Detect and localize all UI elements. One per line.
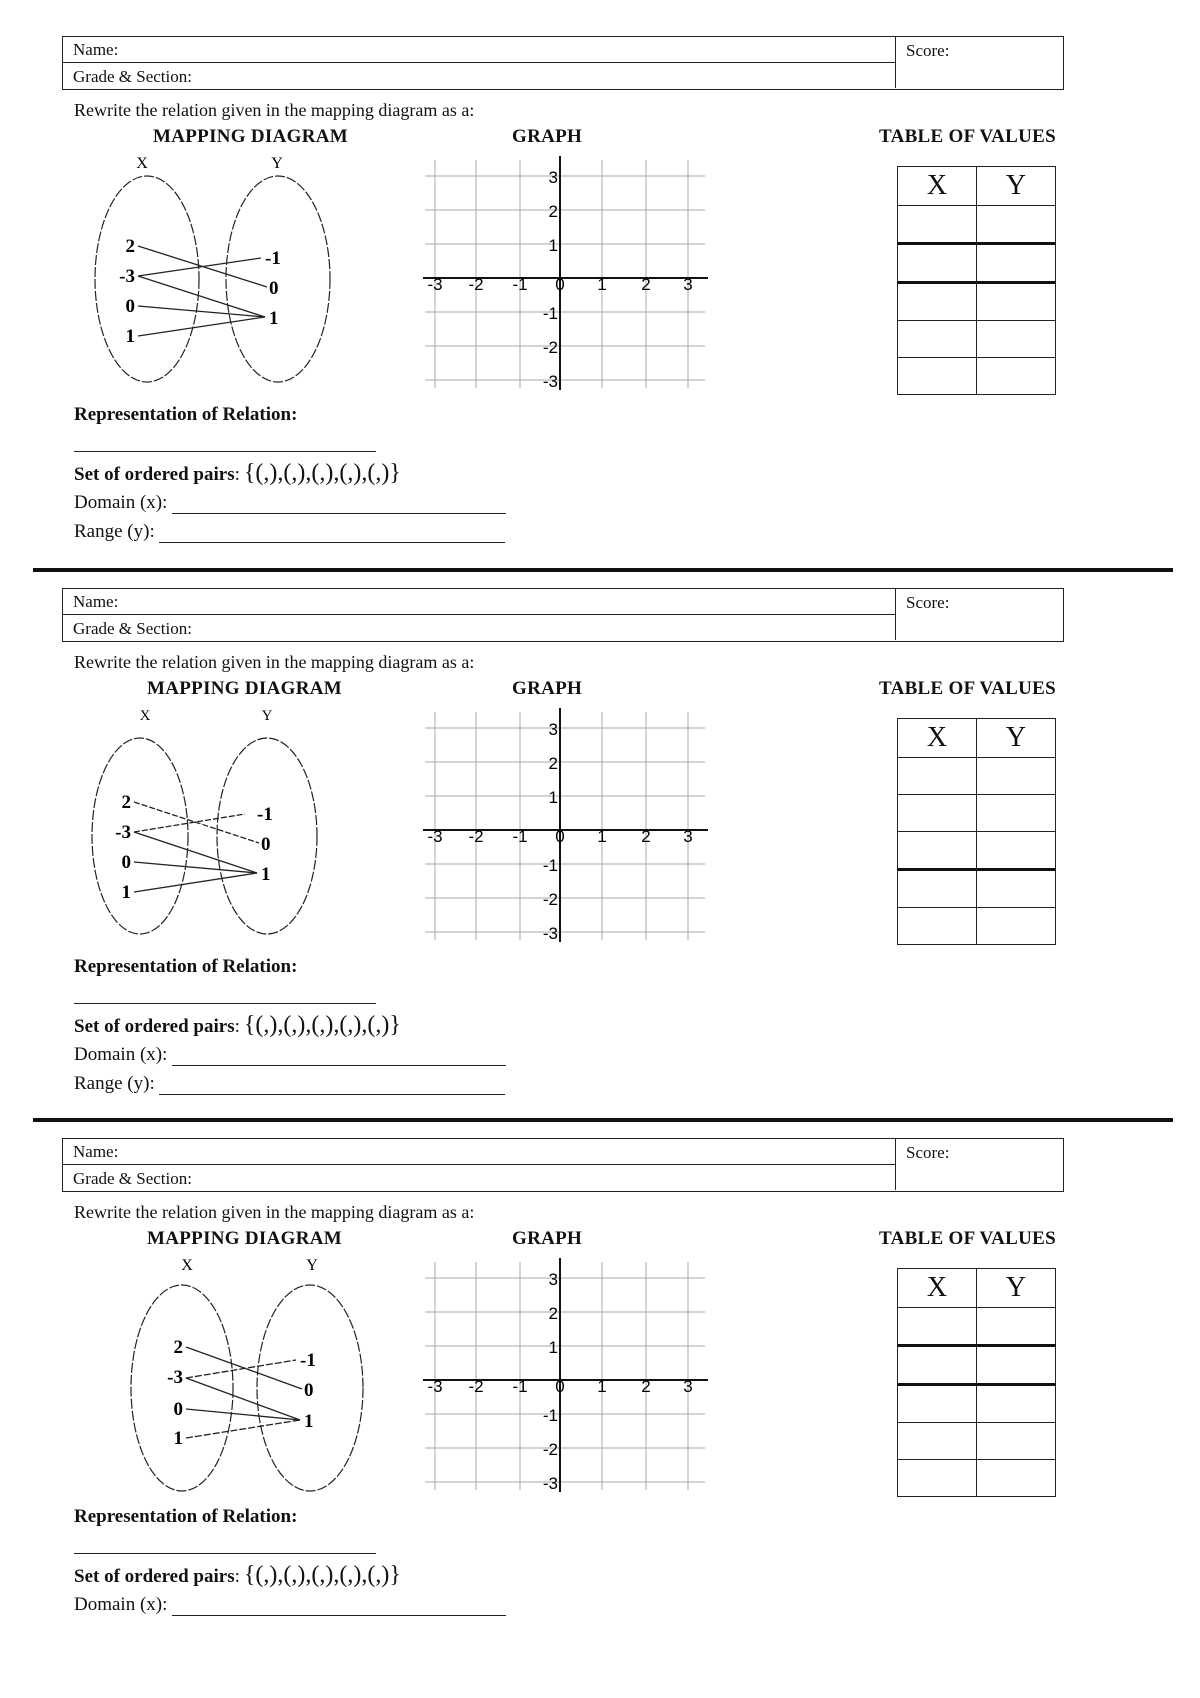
range-value: 1 xyxy=(269,308,279,329)
range-value: 0 xyxy=(261,834,271,855)
x-tick-label: -3 xyxy=(427,827,443,846)
score-field[interactable]: Score: xyxy=(895,1139,1063,1190)
table-of-values-title: TABLE OF VALUES xyxy=(879,678,1056,699)
x-tick-label: -2 xyxy=(468,275,484,294)
mapping-diagram xyxy=(120,1256,420,1496)
domain-value: -3 xyxy=(167,1367,183,1388)
y-tick-label: 1 xyxy=(548,236,558,255)
domain-value: 2 xyxy=(125,236,135,257)
domain-value: 1 xyxy=(173,1428,183,1449)
table-header-y: Y xyxy=(977,719,1056,758)
graph-title: GRAPH xyxy=(512,1228,583,1249)
domain-value: 1 xyxy=(125,326,135,347)
mapping-arrow xyxy=(134,873,257,892)
table-cell[interactable] xyxy=(977,1423,1056,1460)
range-row: Range (y): xyxy=(74,1073,505,1095)
range-value: 1 xyxy=(261,864,271,885)
mapping-y-label: Y xyxy=(306,1257,318,1274)
worksheet-section-3 xyxy=(0,1138,1200,1698)
range-value: -1 xyxy=(257,804,273,825)
ordered-pairs-row: Set of ordered pairs: {(,),(,),(,),(,),(,)} xyxy=(74,1562,401,1588)
table-of-values-title: TABLE OF VALUES xyxy=(879,1228,1056,1249)
domain-answer-line[interactable] xyxy=(172,1045,506,1066)
range-value: 0 xyxy=(304,1380,314,1401)
score-field[interactable]: Score: xyxy=(895,589,1063,640)
mapping-y-label: Y xyxy=(261,708,273,724)
domain-value: -3 xyxy=(119,266,135,287)
representation-label: Representation of Relation: xyxy=(74,956,298,977)
mapping-x-label: X xyxy=(139,708,151,724)
table-header-x: X xyxy=(898,1269,977,1308)
mapping-diagram xyxy=(85,154,345,394)
x-tick-label: 2 xyxy=(641,275,651,294)
x-tick-label: 3 xyxy=(683,827,693,846)
y-tick-label: 2 xyxy=(548,754,558,773)
x-tick-label: 1 xyxy=(597,827,607,846)
domain-value: 2 xyxy=(173,1337,183,1358)
table-cell[interactable] xyxy=(977,908,1056,945)
table-cell[interactable] xyxy=(898,1460,977,1497)
instruction-text: Rewrite the relation given in the mapping diagram as a: xyxy=(74,100,475,120)
table-cell[interactable] xyxy=(977,1385,1056,1423)
representation-answer-line[interactable] xyxy=(74,1553,376,1554)
table-of-values xyxy=(897,718,1056,945)
y-tick-label: 3 xyxy=(548,168,558,187)
table-cell[interactable] xyxy=(898,283,977,321)
table-cell[interactable] xyxy=(898,870,977,908)
table-cell[interactable] xyxy=(898,1423,977,1460)
table-of-values-title: TABLE OF VALUES xyxy=(879,126,1056,147)
table-cell[interactable] xyxy=(898,1346,977,1385)
domain-value: 0 xyxy=(121,852,131,873)
table-cell[interactable] xyxy=(977,244,1056,283)
student-info-box xyxy=(62,588,1064,642)
range-value: -1 xyxy=(265,248,281,269)
x-tick-label: 2 xyxy=(641,1377,651,1396)
mapping-arrow xyxy=(186,1378,300,1420)
instruction-text: Rewrite the relation given in the mapping diagram as a: xyxy=(74,1202,475,1222)
y-tick-label: -1 xyxy=(542,1406,558,1425)
score-field[interactable]: Score: xyxy=(895,37,1063,88)
coordinate-grid xyxy=(420,1250,715,1495)
section-divider xyxy=(33,1118,1173,1122)
worksheet-section-1 xyxy=(0,36,1200,596)
name-field[interactable]: Name: xyxy=(63,37,895,63)
coordinate-grid xyxy=(420,148,715,393)
range-answer-line[interactable] xyxy=(159,1074,505,1095)
y-tick-label: -1 xyxy=(542,304,558,323)
domain-row: Domain (x): xyxy=(74,1044,506,1066)
y-tick-label: -2 xyxy=(542,1440,558,1459)
x-tick-label: 0 xyxy=(555,1377,565,1396)
coordinate-grid xyxy=(420,700,715,945)
range-value: 0 xyxy=(269,278,279,299)
grade-section-field[interactable]: Grade & Section: xyxy=(73,619,192,638)
domain-value: -3 xyxy=(115,822,131,843)
table-header-y: Y xyxy=(977,167,1056,206)
x-tick-label: -1 xyxy=(512,275,528,294)
x-tick-label: 2 xyxy=(641,827,651,846)
graph-title: GRAPH xyxy=(512,678,583,699)
x-tick-label: 3 xyxy=(683,275,693,294)
x-tick-label: -3 xyxy=(427,275,443,294)
table-cell[interactable] xyxy=(977,832,1056,870)
mapping-diagram-title: MAPPING DIAGRAM xyxy=(147,1228,343,1249)
x-tick-label: -2 xyxy=(468,1377,484,1396)
mapping-arrow xyxy=(138,317,265,336)
domain-answer-line[interactable] xyxy=(172,1595,506,1616)
mapping-arrow xyxy=(186,1420,300,1438)
x-tick-label: -2 xyxy=(468,827,484,846)
table-cell[interactable] xyxy=(977,283,1056,321)
table-cell[interactable] xyxy=(977,758,1056,795)
table-cell[interactable] xyxy=(898,795,977,832)
table-cell[interactable] xyxy=(977,795,1056,832)
section-divider xyxy=(33,568,1173,572)
table-cell[interactable] xyxy=(898,1385,977,1423)
ordered-pairs-template[interactable]: {(,),(,),(,),(,),(,)} xyxy=(243,1012,401,1038)
domain-oval xyxy=(131,1285,233,1491)
table-cell[interactable] xyxy=(898,758,977,795)
table-cell[interactable] xyxy=(898,358,977,395)
x-tick-label: 1 xyxy=(597,1377,607,1396)
table-header-x: X xyxy=(898,167,977,206)
domain-oval xyxy=(92,738,188,934)
domain-value: 2 xyxy=(121,792,131,813)
y-tick-label: 2 xyxy=(548,202,558,221)
ordered-pairs-template[interactable]: {(,),(,),(,),(,),(,)} xyxy=(243,1562,401,1588)
mapping-diagram-title: MAPPING DIAGRAM xyxy=(147,678,343,699)
table-cell[interactable] xyxy=(898,908,977,945)
x-tick-label: 3 xyxy=(683,1377,693,1396)
mapping-arrow xyxy=(134,802,259,843)
y-tick-label: 1 xyxy=(548,1338,558,1357)
name-field[interactable]: Name: xyxy=(63,1139,895,1165)
mapping-arrow xyxy=(186,1409,300,1420)
mapping-diagram xyxy=(85,706,345,946)
mapping-x-label: X xyxy=(136,155,148,172)
mapping-arrow xyxy=(134,814,245,832)
table-cell[interactable] xyxy=(977,870,1056,908)
y-tick-label: -1 xyxy=(542,856,558,875)
range-value: 1 xyxy=(304,1411,314,1432)
table-cell[interactable] xyxy=(898,206,977,244)
y-tick-label: -3 xyxy=(542,372,558,391)
representation-label: Representation of Relation: xyxy=(74,1506,298,1527)
table-cell[interactable] xyxy=(898,244,977,283)
domain-value: 0 xyxy=(125,296,135,317)
y-tick-label: 3 xyxy=(548,1270,558,1289)
domain-value: 1 xyxy=(121,882,131,903)
table-header-y: Y xyxy=(977,1269,1056,1308)
ordered-pairs-template[interactable]: {(,),(,),(,),(,),(,)} xyxy=(243,460,401,486)
ordered-pairs-row: Set of ordered pairs: {(,),(,),(,),(,),(,)} xyxy=(74,1012,401,1038)
x-tick-label: -1 xyxy=(512,827,528,846)
domain-answer-line[interactable] xyxy=(172,493,506,514)
mapping-y-label: Y xyxy=(271,155,283,172)
table-cell[interactable] xyxy=(977,1346,1056,1385)
table-header-x: X xyxy=(898,719,977,758)
y-tick-label: -2 xyxy=(542,338,558,357)
x-tick-label: 0 xyxy=(555,275,565,294)
y-tick-label: 3 xyxy=(548,720,558,739)
table-cell[interactable] xyxy=(977,358,1056,395)
x-tick-label: -1 xyxy=(512,1377,528,1396)
range-value: -1 xyxy=(300,1350,316,1371)
mapping-diagram-title: MAPPING DIAGRAM xyxy=(153,126,349,147)
x-tick-label: 1 xyxy=(597,275,607,294)
y-tick-label: -2 xyxy=(542,890,558,909)
range-row: Range (y): xyxy=(74,521,505,543)
table-cell[interactable] xyxy=(977,321,1056,358)
mapping-x-label: X xyxy=(181,1257,193,1274)
domain-value: 0 xyxy=(173,1399,183,1420)
table-cell[interactable] xyxy=(977,1308,1056,1346)
y-tick-label: 1 xyxy=(548,788,558,807)
domain-row: Domain (x): xyxy=(74,1594,506,1616)
instruction-text: Rewrite the relation given in the mapping diagram as a: xyxy=(74,652,475,672)
table-of-values xyxy=(897,1268,1056,1497)
name-field[interactable]: Name: xyxy=(63,589,895,615)
y-tick-label: 2 xyxy=(548,1304,558,1323)
table-cell[interactable] xyxy=(977,1460,1056,1497)
grade-section-field[interactable]: Grade & Section: xyxy=(73,1169,192,1188)
table-cell[interactable] xyxy=(977,206,1056,244)
x-tick-label: 0 xyxy=(555,827,565,846)
ordered-pairs-row: Set of ordered pairs: {(,),(,),(,),(,),(,)} xyxy=(74,460,401,486)
table-cell[interactable] xyxy=(898,832,977,870)
domain-row: Domain (x): xyxy=(74,492,506,514)
student-info-box xyxy=(62,1138,1064,1192)
table-of-values xyxy=(897,166,1056,395)
representation-answer-line[interactable] xyxy=(74,451,376,452)
representation-answer-line[interactable] xyxy=(74,1003,376,1004)
mapping-arrow xyxy=(186,1360,296,1378)
range-answer-line[interactable] xyxy=(159,522,505,543)
table-cell[interactable] xyxy=(898,321,977,358)
student-info-box xyxy=(62,36,1064,90)
grade-section-field[interactable]: Grade & Section: xyxy=(73,67,192,86)
graph-title: GRAPH xyxy=(512,126,583,147)
representation-label: Representation of Relation: xyxy=(74,404,298,425)
x-tick-label: -3 xyxy=(427,1377,443,1396)
y-tick-label: -3 xyxy=(542,924,558,943)
table-cell[interactable] xyxy=(898,1308,977,1346)
worksheet-section-2 xyxy=(0,588,1200,1148)
y-tick-label: -3 xyxy=(542,1474,558,1493)
